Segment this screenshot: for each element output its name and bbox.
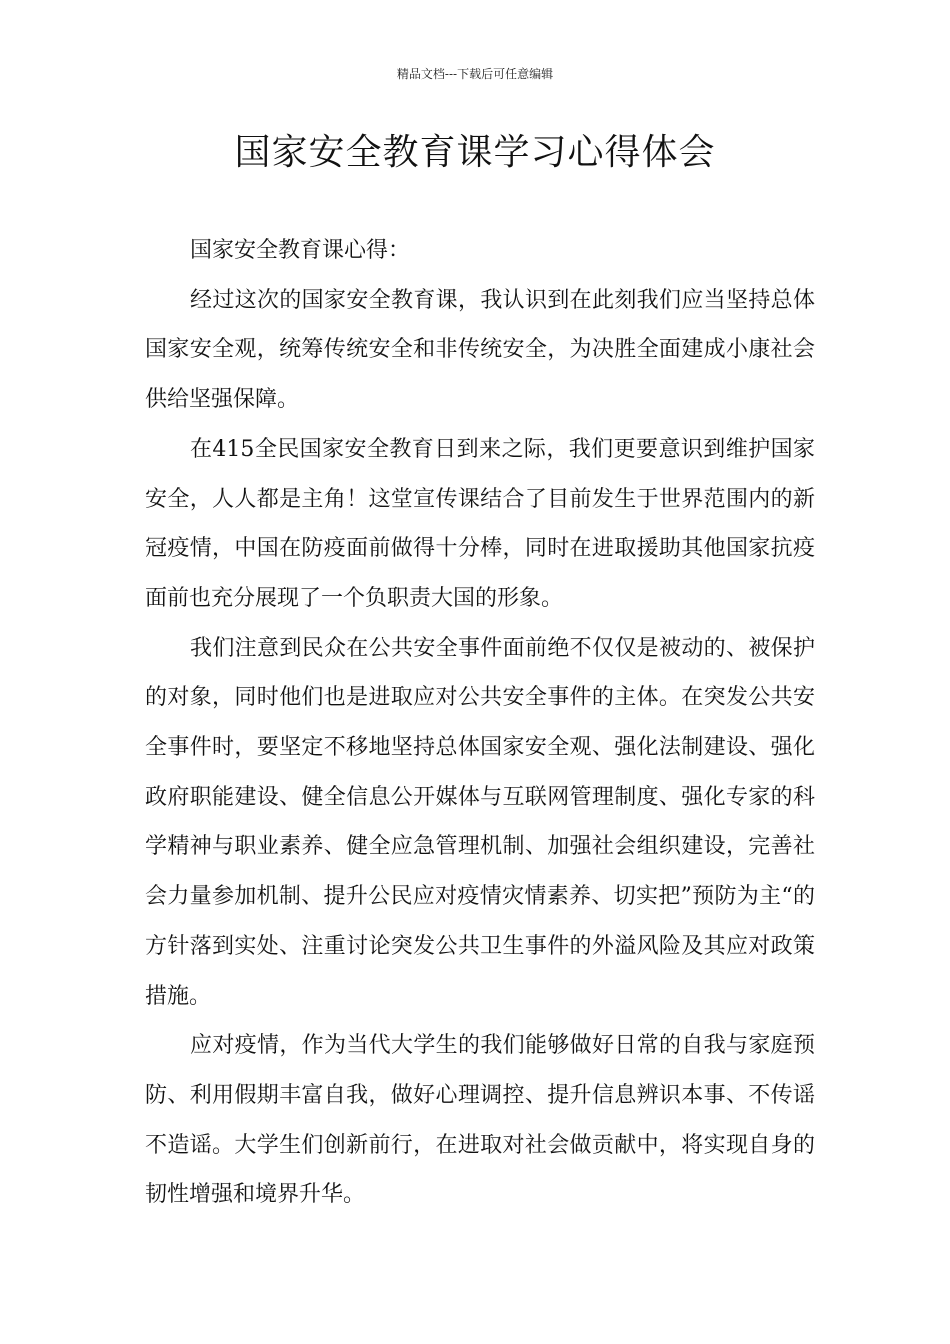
document-body [145,226,815,1220]
paragraph-2: 在415全民国家安全教育日到来之际，我们更要意识到维护国家安全，人人都是主角！这堂宣传课结合了目前发生于世界范围内的新冠疫情，中国在防疫面前做得十分棒，同时在进取援助其他国家抗疫面前也充分展现了一个负职责大国的形象。 [145,436,815,611]
paragraph-1: 经过这次的国家安全教育课，我认识到在此刻我们应当坚持总体国家安全观，统筹传统安全和非传统安全，为决胜全面建成小康社会供给坚强保障。 [145,287,815,413]
paragraph-4: 应对疫情，作为当代大学生的我们能够做好日常的自我与家庭预防、利用假期丰富自我，做好心理调控、提升信息辨识本事、不传谣不造谣。大学生们创新前行，在进取对社会做贡献中，将实现自身的韧性增强和境界升华。 [145,1033,815,1208]
header-note: 精品文档---下载后可任意编辑 [396,67,554,81]
paragraph-3: 我们注意到民众在公共安全事件面前绝不仅仅是被动的、被保护的对象，同时他们也是进取应对公共安全事件的主体。在突发公共安全事件时，要坚定不移地坚持总体国家安全观、强化法制建设、强化政府职能建设、健全信息公开媒体与互联网管理制度、强化专家的科学精神与职业素养、健全应急管理机制、加强社会组织建设，完善社会力量参加机制、提升公民应对疫情灾情素养、切实把”预防为主“的方针落到实处、注重讨论突发公共卫生事件的外溢风险及其应对政策措施。 [145,635,815,1009]
paragraph-intro: 国家安全教育课心得： [190,238,411,263]
document-title: 国家安全教育课学习心得体会 [234,132,716,173]
